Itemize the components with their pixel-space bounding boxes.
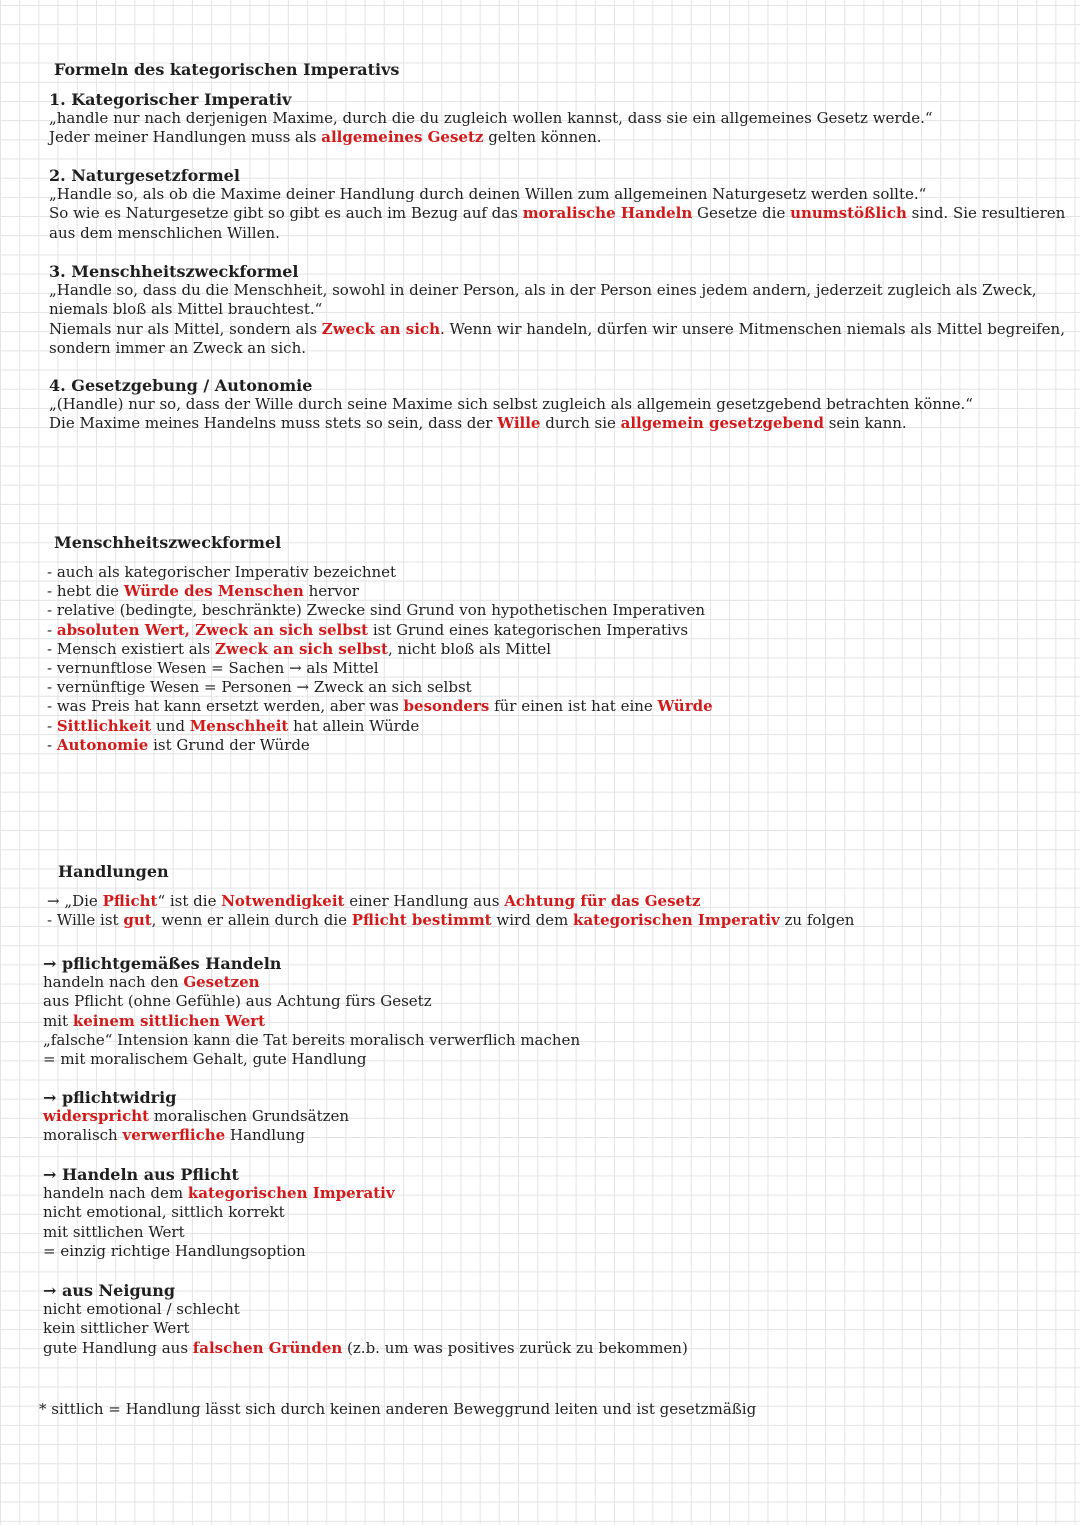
footnote: * sittlich = Handlung lässt sich durch keinen anderen Beweggrund leiten und ist gesetzmäßig xyxy=(39,1400,757,1418)
text-line: aus Pflicht (ohne Gefühle) aus Achtung fürs Gesetz xyxy=(43,992,432,1011)
text-line: kein sittlicher Wert xyxy=(43,1319,190,1338)
formula-4-heading: 4. Gesetzgebung / Autonomie xyxy=(49,376,313,395)
aus-pflicht-heading: → Handeln aus Pflicht xyxy=(43,1165,239,1184)
formula-4-quote: „(Handle) nur so, dass der Wille durch seine Maxime sich selbst zugleich als allgemein gesetzgebend betrachten könne.“ xyxy=(49,395,973,414)
section-title-handlungen: Handlungen xyxy=(58,862,169,881)
formula-2-quote: „Handle so, als ob die Maxime deiner Handlung durch deinen Willen zum allgemeinen Naturgesetz werden sollte.“ xyxy=(49,185,927,204)
formula-3-explanation-cont: sondern immer an Zweck an sich. xyxy=(49,338,306,357)
text-line: = einzig richtige Handlungsoption xyxy=(43,1241,306,1260)
formula-2-heading: 2. Naturgesetzformel xyxy=(49,166,240,185)
formula-1 xyxy=(49,90,933,148)
list-item: - vernunftlose Wesen = Sachen → als Mittel xyxy=(47,659,379,678)
formula-3-quote-cont: niemals bloß als Mittel brauchtest.“ xyxy=(49,300,323,319)
aus-neigung-block xyxy=(43,1281,688,1358)
menschheit-list xyxy=(47,563,713,755)
formula-3-quote: „Handle so, dass du die Menschheit, sowohl in deiner Person, als in der Person eines jedem andern, jederzeit zugleich als Zweck, xyxy=(49,281,1037,300)
list-item: - auch als kategorischer Imperativ bezeichnet xyxy=(47,563,397,581)
formula-1-explanation: Jeder meiner Handlungen muss als allgemeines Gesetz gelten können. xyxy=(49,128,602,147)
section-title-formeln: Formeln des kategorischen Imperativs xyxy=(54,60,400,79)
text-line: moralisch verwerfliche Handlung xyxy=(43,1126,305,1145)
formula-4 xyxy=(49,376,973,434)
formula-1-heading: 1. Kategorischer Imperativ xyxy=(49,90,292,109)
text-line: widerspricht moralischen Grundsätzen xyxy=(43,1107,350,1126)
formula-2-explanation-cont: aus dem menschlichen Willen. xyxy=(49,223,280,242)
handlungen-intro xyxy=(47,892,854,930)
list-item: - absoluten Wert, Zweck an sich selbst ist Grund eines kategorischen Imperativs xyxy=(47,620,689,639)
list-item: - vernünftige Wesen = Personen → Zweck an sich selbst xyxy=(47,678,472,697)
formula-1-quote: „handle nur nach derjenigen Maxime, durch die du zugleich wollen kannst, dass sie ein allgemeines Gesetz werde.“ xyxy=(49,109,933,128)
text-line: nicht emotional, sittlich korrekt xyxy=(43,1203,285,1222)
pflichtgemaess-heading: → pflichtgemäßes Handeln xyxy=(43,954,282,973)
text-line: gute Handlung aus falschen Gründen (z.b. um was positives zurück zu bekommen) xyxy=(43,1338,688,1357)
text-line: handeln nach den Gesetzen xyxy=(43,973,260,992)
list-item: - relative (bedingte, beschränkte) Zwecke sind Grund von hypothetischen Imperativen xyxy=(47,601,706,620)
list-item: - was Preis hat kann ersetzt werden, aber was besonders für einen ist hat eine Würde xyxy=(47,697,713,716)
text-line: mit sittlichen Wert xyxy=(43,1222,185,1241)
list-item: - Autonomie ist Grund der Würde xyxy=(47,735,310,754)
guter-wille: - Wille ist gut, wenn er allein durch die Pflicht bestimmt wird dem kategorischen Imperativ zu folgen xyxy=(47,911,855,930)
text-line: mit keinem sittlichen Wert xyxy=(43,1011,266,1030)
formula-3-explanation: Niemals nur als Mittel, sondern als Zweck an sich. Wenn wir handeln, dürfen wir unsere Mitmenschen niemals als Mittel begreifen, xyxy=(49,319,1065,338)
list-item: - hebt die Würde des Menschen hervor xyxy=(47,582,359,601)
formula-2-explanation: So wie es Naturgesetze gibt so gibt es auch im Bezug auf das moralische Handeln Gesetze die unumstößlich sind. Sie resultieren xyxy=(49,204,1066,223)
text-line: = mit moralischem Gehalt, gute Handlung xyxy=(43,1050,367,1069)
formula-3 xyxy=(49,262,1065,358)
pflicht-definition: → „Die Pflicht“ ist die Notwendigkeit einer Handlung aus Achtung für das Gesetz xyxy=(47,892,701,910)
text-line: handeln nach dem kategorischen Imperativ xyxy=(43,1184,395,1203)
text-line: nicht emotional / schlecht xyxy=(43,1300,240,1319)
formula-2 xyxy=(49,166,1065,243)
formula-4-explanation: Die Maxime meines Handelns muss stets so sein, dass der Wille durch sie allgemein gesetzgebend sein kann. xyxy=(49,414,907,433)
pflichtwidrig-heading: → pflichtwidrig xyxy=(43,1088,177,1107)
pflichtgemaess-block xyxy=(43,954,580,1069)
section-title-menschheitszweckformel: Menschheitszweckformel xyxy=(54,533,282,552)
pflichtwidrig-block xyxy=(43,1088,349,1146)
aus-pflicht-block xyxy=(43,1165,395,1261)
list-item: - Sittlichkeit und Menschheit hat allein Würde xyxy=(47,716,420,735)
aus-neigung-heading: → aus Neigung xyxy=(43,1281,176,1300)
text-line: „falsche“ Intension kann die Tat bereits moralisch verwerflich machen xyxy=(43,1030,581,1049)
list-item: - Mensch existiert als Zweck an sich selbst, nicht bloß als Mittel xyxy=(47,639,552,658)
formula-3-heading: 3. Menschheitszweckformel xyxy=(49,262,299,281)
